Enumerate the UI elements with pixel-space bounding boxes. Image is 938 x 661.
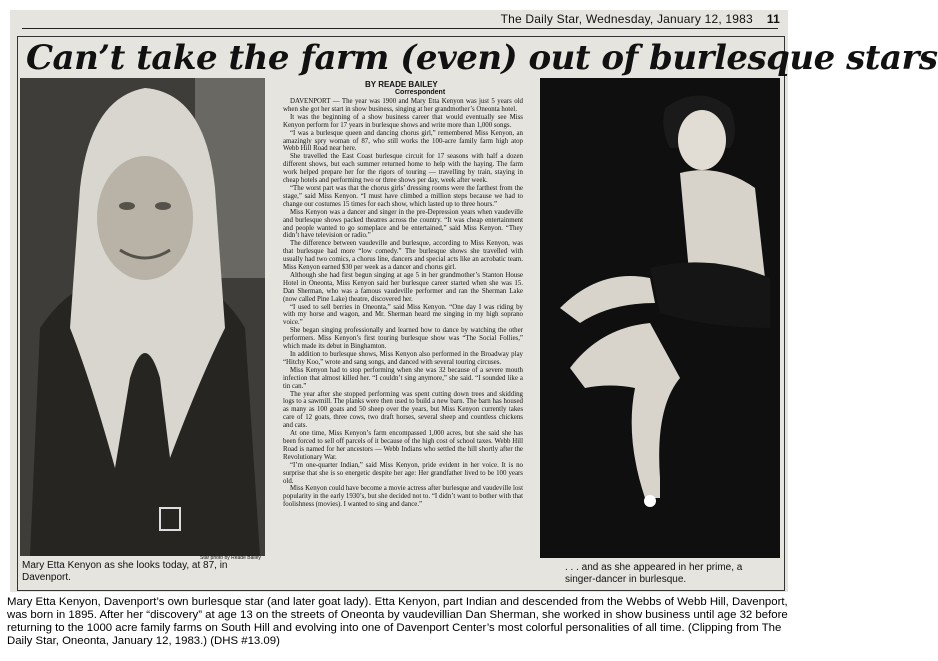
article-paragraph: She began singing professionally and learned how to dance by watching the other performers. Miss Kenyon’s first touring burlesque show was “The Social Follies,” which made its debut in Binghamton. — [283, 327, 523, 351]
article-paragraph: DAVENPORT — The year was 1900 and Mary Etta Kenyon was just 5 years old when she got her start in show business, singing at her grandmother’s Oneonta hotel. — [283, 98, 523, 113]
photo-credit: Star photo by Reade Bailey — [200, 555, 261, 561]
photo-young-performer-drawing — [540, 78, 780, 558]
article-paragraph: The difference between vaudeville and burlesque, according to Miss Kenyon, was that burlesque had more “low comedy.” The burlesque shows she travelled with usually had two comics, a chorus line, dancers and special acts like an acrobatic team. Miss Kenyon earned $30 per week as a dancer and chorus girl. — [283, 240, 523, 272]
caption-right: . . . and as she appeared in her prime, a singer-dancer in burlesque. — [565, 562, 743, 585]
article-paragraph: Miss Kenyon had to stop performing when she was 32 because of a severe mouth infection that almost killed her. “I couldn’t sing anymore,” she said. “I sounded like a tin can.” — [283, 366, 523, 390]
photo-young-performer — [540, 78, 780, 558]
article-paragraph: “I was a burlesque queen and dancing chorus girl,” remembered Miss Kenyon, an amazingly spry woman of 87, who still works the 100-acre family farm high atop Webb Hill Road near here. — [283, 129, 523, 153]
article-paragraph: “I’m one-quarter Indian,” said Miss Kenyon, pride evident in her voice. It is no surprise that she is so energetic despite her age: Her grandfather lived to be 100 years old. — [283, 461, 523, 485]
article-paragraph: In addition to burlesque shows, Miss Kenyon also performed in the Broadway play “Hitchy Koo,” wrote and sang songs, and danced with several touring circuses. — [283, 351, 523, 366]
article-paragraph: Miss Kenyon could have become a movie actress after burlesque and vaudeville lost popularity in the early 1930’s, but she decided not to. “I didn’t want to bother with that foolishness (movies). I wanted to sing and dance.” — [283, 485, 523, 509]
masthead — [501, 12, 780, 26]
article-paragraph: “I used to sell berries in Oneonta,” said Miss Kenyon. “One day I was riding by with my horse and wagon, and Mr. Sherman heard me singing in my high soprano voice.” — [283, 303, 523, 327]
masthead-rule — [22, 28, 778, 29]
article-paragraph: Miss Kenyon was a dancer and singer in the pre-Depression years when vaudeville and burlesque shows packed theatres across the country. “It was cheap entertainment and people wanted to go someplace and be entertained,” said Miss Kenyon. “They didn’t have television or radio.” — [283, 208, 523, 240]
article-paragraph: “The worst part was that the chorus girls’ dressing rooms were the farthest from the stage,” said Miss Kenyon. “I must have climbed a million steps because we had to change our costumes 15 times for each show, which lasted up to three hours.” — [283, 184, 523, 208]
article-paragraph: Although she had first begun singing at age 5 in her grandmother’s Stanton House Hotel in Oneonta, Miss Kenyon said her burlesque career started when she was 15. Dan Sherman, who was a famous vaudeville performer and ran the Sherman Lake (now called Pine Lake) theatre, discovered her. — [283, 271, 523, 303]
page-number: 11 — [766, 12, 780, 26]
byline-role: Correspondent — [395, 89, 446, 96]
article-paragraph: She travelled the East Coast burlesque circuit for 17 seasons with half a dozen different shows, but each summer returned home to help with the haying. The farm work helped prepare her for the rigors of touring — travelling by train, staying in cheap hotels and performing two or three shows per day, week after week. — [283, 153, 523, 185]
masthead-paper: The Daily Star, Wednesday, January 12, 1983 — [500, 12, 753, 26]
article-paragraph: It was the beginning of a show business career that would eventually see Miss Kenyon perform for 17 years in burlesque shows and write more than 1,000 songs. — [283, 113, 523, 129]
byline-author: BY READE BAILEY — [365, 80, 438, 89]
photo-elderly-woman — [20, 78, 265, 556]
photo-elderly-woman-drawing — [20, 78, 265, 556]
article-paragraph: At one time, Miss Kenyon’s farm encompassed 1,000 acres, but she said she has been forced to sell off parcels of it because of the high cost of school taxes. Webb Hill Road is named for her ancestors — Webb Indians who settled the hill shortly after the Revolutionary War. — [283, 430, 523, 461]
caption-left: Mary Etta Kenyon as she looks today, at 87, in Davenport. — [22, 560, 228, 583]
headline: Can’t take the farm (even) out of burlesque stars — [26, 38, 938, 78]
article-paragraph: The year after she stopped performing was spent cutting down trees and skidding logs to a sawmill. The planks were then used to build a new barn. The barn has housed as many as 100 goats and 50 sheep over the years, but Miss Kenyon currently takes care of 12 goats, three cows, two draft horses, several sheep and countless chickens and cats. — [283, 390, 523, 430]
archive-caption: Mary Etta Kenyon, Davenport’s own burlesque star (and later goat lady). Etta Kenyon, part Indian and descended from the Webbs of Webb Hill, Davenport, was born in 1895. After her “discovery” at age 13 on the streets of Oneonta by vaudevillian Dan Sherman, she worked in show business until age 32 before returning to the 1000 acre family farms on South Hill and evolving into one of Davenport Center’s most colorful personalities of all time. (Clipping from The Daily Star, Oneonta, January 12, 1983.) (DHS #13.09) — [7, 596, 788, 647]
article-body — [283, 98, 523, 580]
